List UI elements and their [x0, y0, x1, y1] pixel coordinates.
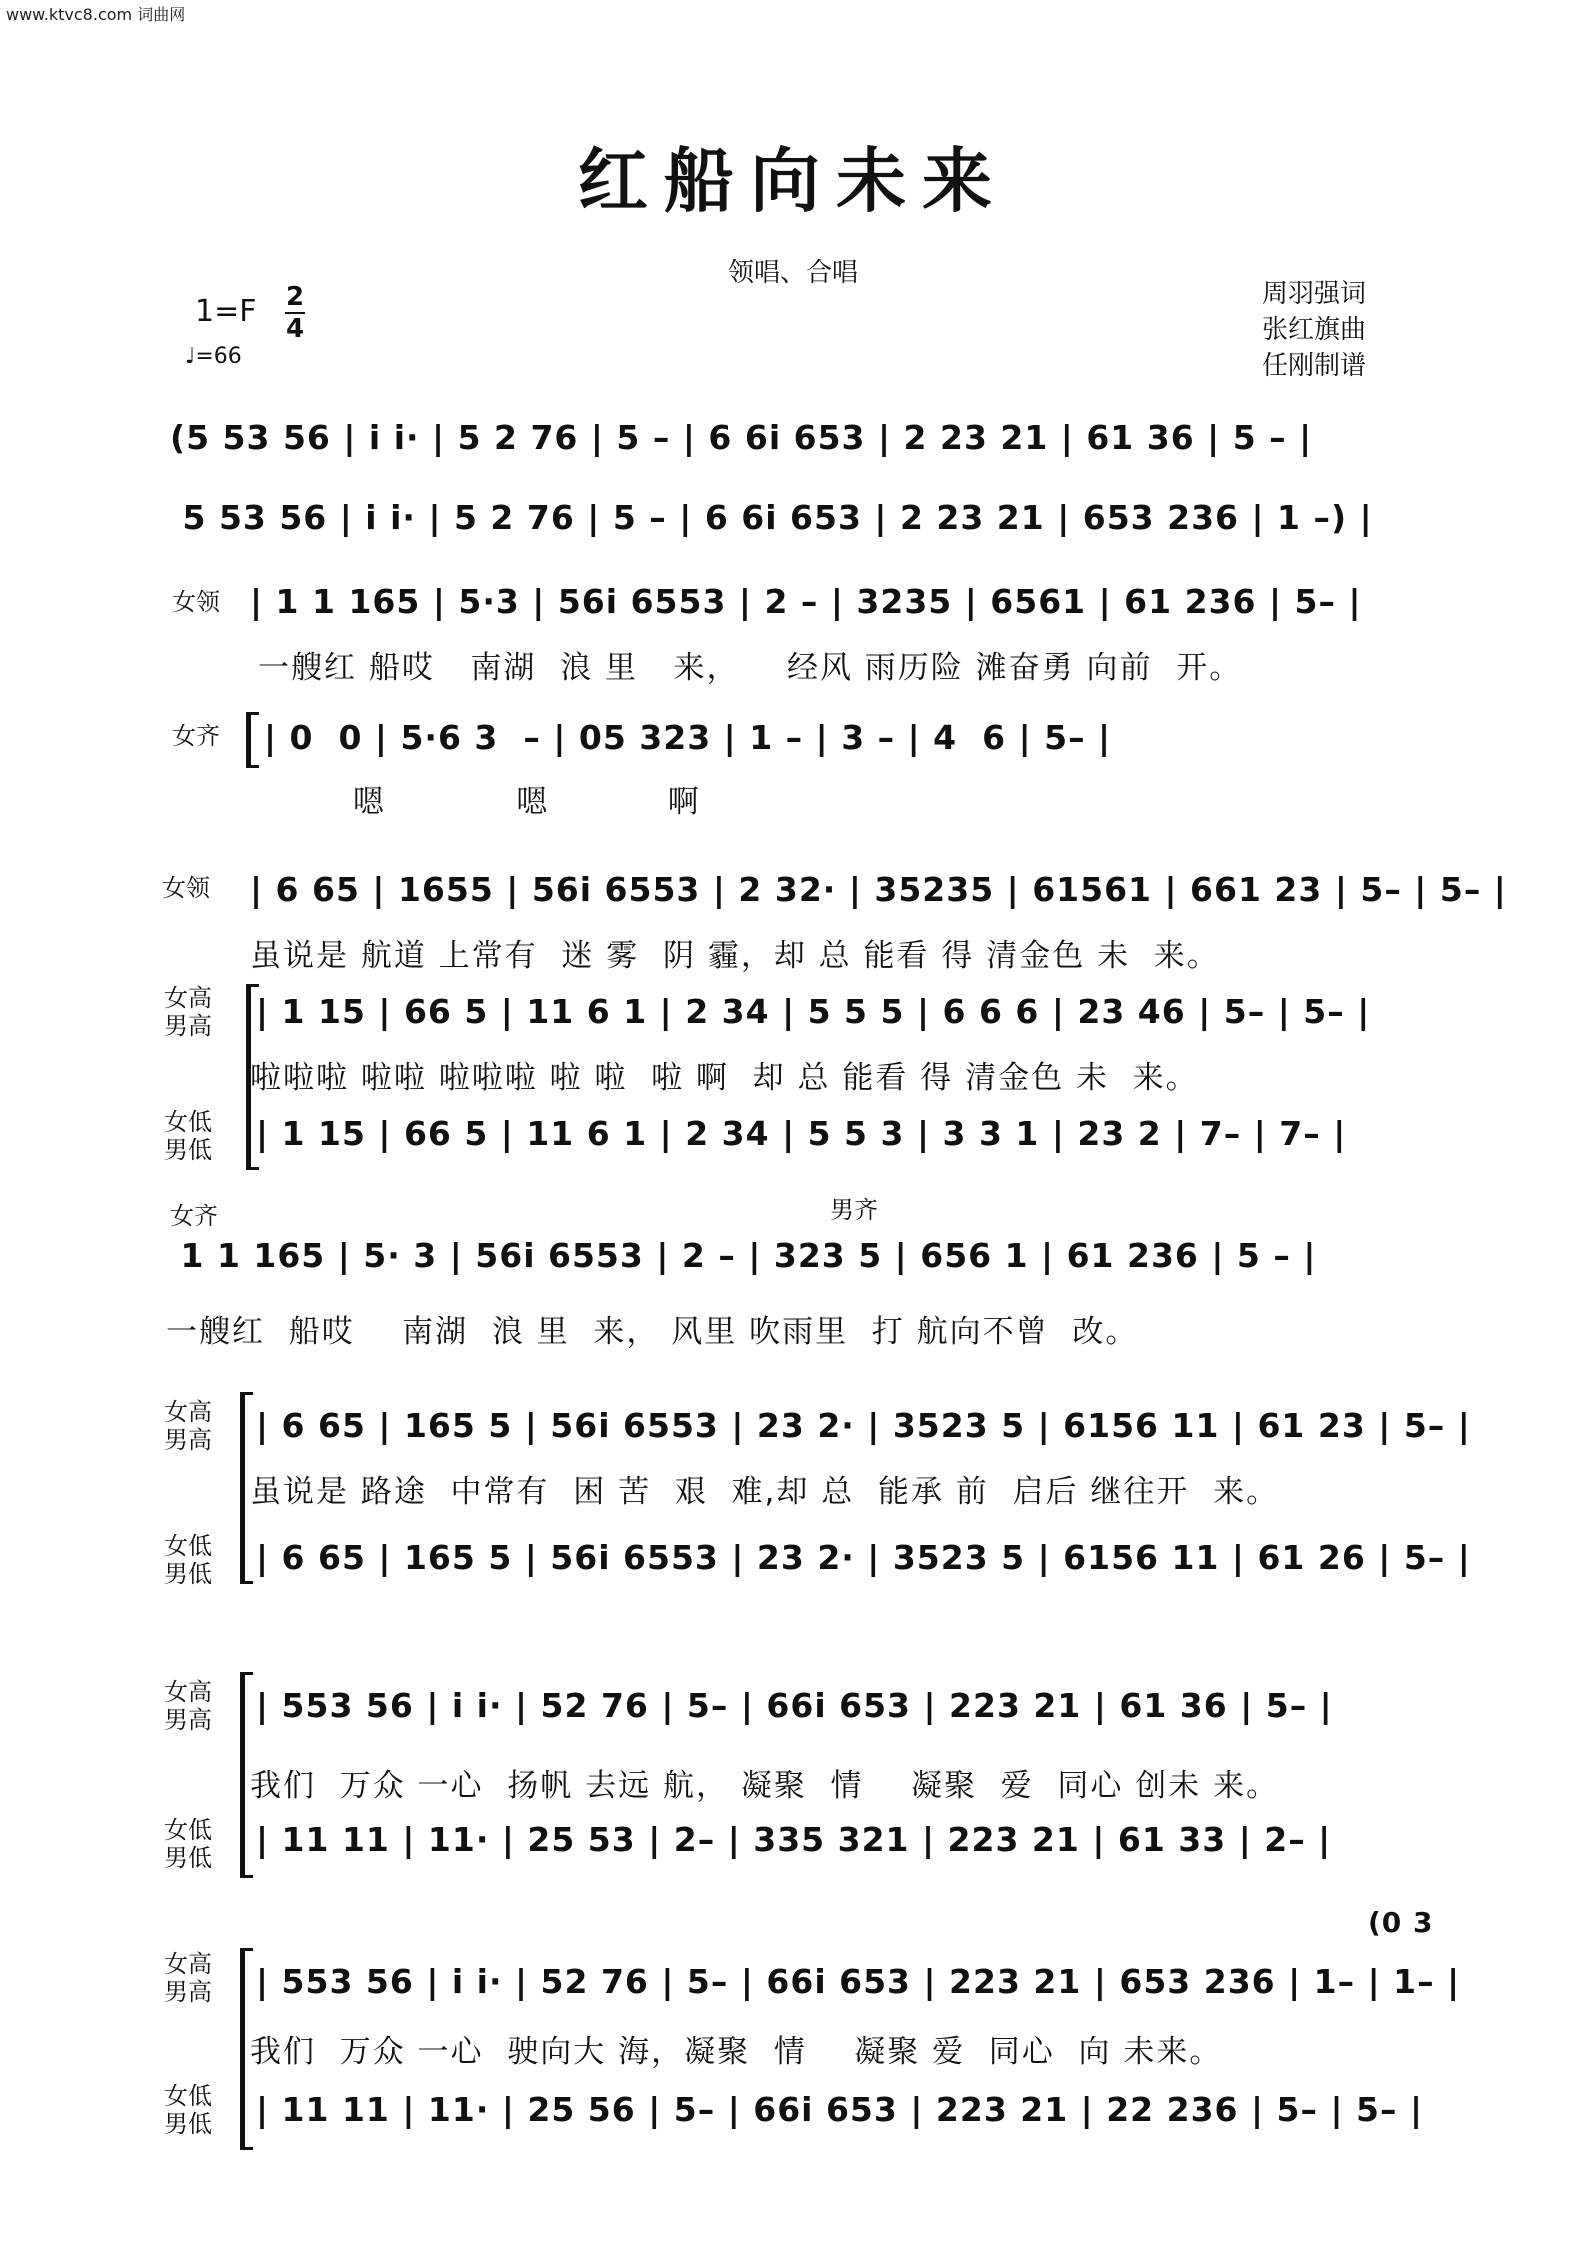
lyrics-row: 啦啦啦 啦啦 啦啦啦 啦 啦 啦 啊 却 总 能看 得 清金色 未 来。 [250, 1060, 1199, 1096]
time-signature [285, 284, 305, 342]
voice-label: 女高 男高 [164, 1398, 212, 1454]
voice-label: 女低 男低 [164, 2082, 212, 2138]
melody-row: | 6 65 | 165 5 | 56i 6553 | 23 2· | 3523 5 | 6156 11 | 61 23 | 5– | [256, 1406, 1471, 1445]
melody-row: | 553 56 | i i· | 52 76 | 5– | 66i 653 | 223 21 | 61 36 | 5– | [256, 1686, 1333, 1725]
voice-label: 女高 男高 [164, 1678, 212, 1734]
lyrics-row: 嗯 嗯 啊 [258, 784, 701, 820]
melody-row: | 11 11 | 11· | 25 56 | 5– | 66i 653 | 223 21 | 22 236 | 5– | 5– | [256, 2090, 1424, 2129]
voice-label: 女齐 [172, 722, 220, 750]
voice-label: 女高 男高 [164, 1950, 212, 2006]
intro-row-1: (5 53 56 | i i· | 5 2 76 | 5 – | 6 6i 653 | 2 23 21 | 61 36 | 5 – | [170, 418, 1313, 457]
intro-row-2: 5 53 56 | i i· | 5 2 76 | 5 – | 6 6i 653 | 2 23 21 | 653 236 | 1 –) | [170, 498, 1373, 537]
lyrics-row: 一艘红 船哎 南湖 浪 里 来， 风里 吹雨里 打 航向不曾 改。 [166, 1314, 1139, 1350]
lyrics-row: 一艘红 船哎 南湖 浪 里 来， 经风 雨历险 滩奋勇 向前 开。 [258, 650, 1243, 686]
meter-bottom: 4 [285, 314, 305, 344]
subtitle: 领唱、合唱 [727, 258, 858, 288]
melody-row: | 1 1 165 | 5·3 | 56i 6553 | 2 – | 3235 | 6561 | 61 236 | 5– | [250, 582, 1362, 621]
voice-label: 女低 男低 [164, 1108, 212, 1164]
pickup-note: (0 3 [1368, 1906, 1434, 1939]
lyrics-row: 我们 万众 一心 驶向大 海，凝聚 情 凝聚 爱 同心 向 未来。 [250, 2034, 1223, 2070]
melody-row: | 0 0 | 5·6 3 – | 05 323 | 1 – | 3 – | 4 6 | 5– | [264, 718, 1112, 757]
melody-row: | 11 11 | 11· | 25 53 | 2– | 335 321 | 223 21 | 61 33 | 2– | [256, 1820, 1332, 1859]
key-signature: 1=F [195, 294, 257, 329]
voice-label: 女低 男低 [164, 1816, 212, 1872]
melody-row: | 553 56 | i i· | 52 76 | 5– | 66i 653 | 223 21 | 653 236 | 1– | 1– | [256, 1962, 1461, 2001]
voice-label: 女领 [162, 874, 210, 902]
melody-row: | 1 15 | 66 5 | 11 6 1 | 2 34 | 5 5 3 | 3 3 1 | 23 2 | 7– | 7– | [256, 1114, 1347, 1153]
voice-label: 女低 男低 [164, 1532, 212, 1588]
credits [1262, 276, 1366, 384]
tempo-marking: ♩=66 [185, 344, 242, 369]
voice-label: 男齐 [830, 1196, 878, 1224]
watermark: www.ktvc8.com 词曲网 [6, 5, 186, 24]
voice-label: 女领 [172, 588, 220, 616]
voice-label: 女齐 [170, 1202, 218, 1230]
lyrics-row: 我们 万众 一心 扬帆 去远 航， 凝聚 情 凝聚 爱 同心 创未 来。 [250, 1768, 1280, 1804]
staff-brace [246, 712, 259, 768]
lyricist: 周羽强词 [1262, 279, 1367, 309]
melody-row: | 6 65 | 165 5 | 56i 6553 | 23 2· | 3523 5 | 6156 11 | 61 26 | 5– | [256, 1538, 1471, 1577]
composer: 张红旗曲 [1262, 315, 1367, 345]
melody-row: | 1 15 | 66 5 | 11 6 1 | 2 34 | 5 5 5 | 6 6 6 | 23 46 | 5– | 5– | [256, 992, 1371, 1031]
page-title: 红船向未来 [578, 139, 1008, 222]
voice-label: 女高 男高 [164, 984, 212, 1040]
lyrics-row: 虽说是 航道 上常有 迷 雾 阴 霾，却 总 能看 得 清金色 未 来。 [250, 938, 1220, 974]
melody-row: | 6 65 | 1655 | 56i 6553 | 2 32· | 35235 | 61561 | 661 23 | 5– | 5– | [250, 870, 1507, 909]
lyrics-row: 虽说是 路途 中常有 困 苦 艰 难,却 总 能承 前 启后 继往开 来。 [250, 1474, 1280, 1510]
melody-row: 1 1 165 | 5· 3 | 56i 6553 | 2 – | 323 5 | 656 1 | 61 236 | 5 – | [168, 1236, 1317, 1275]
arranger: 任刚制谱 [1262, 351, 1367, 381]
meter-top: 2 [285, 282, 305, 312]
